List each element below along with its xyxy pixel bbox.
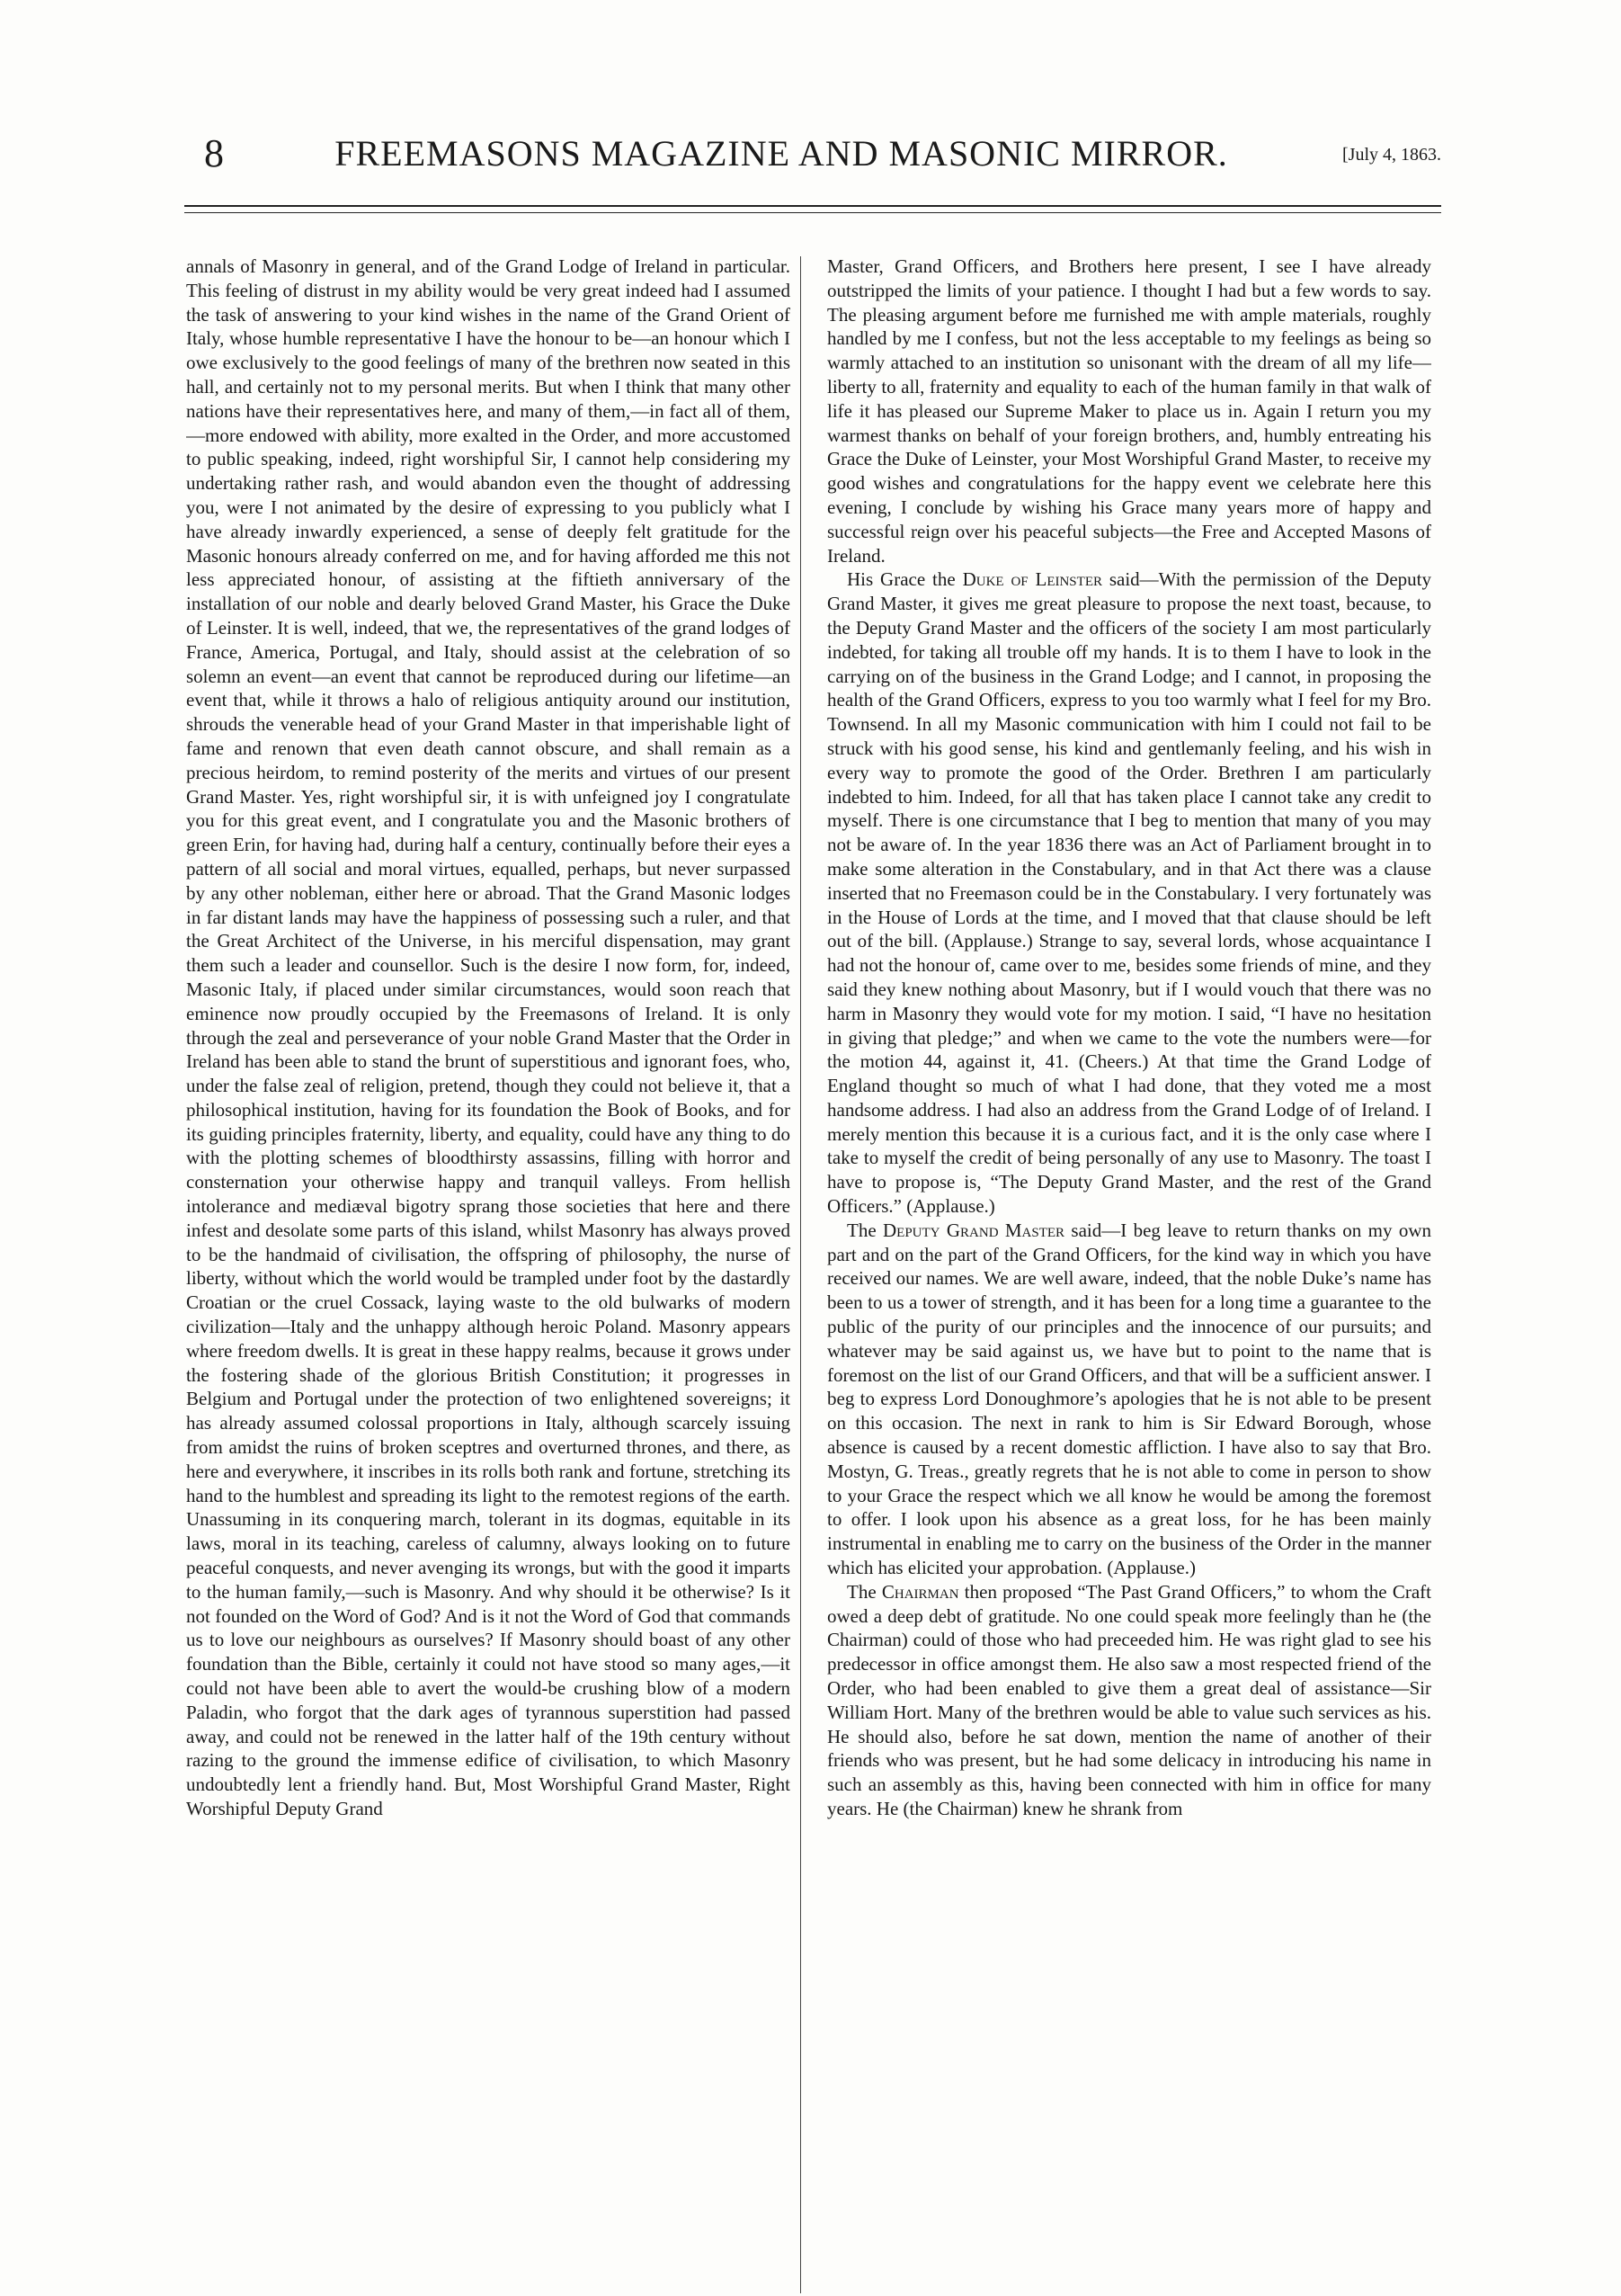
speaker-name: Duke of Leinster: [962, 568, 1102, 591]
right-paragraph-4: [827, 1580, 1431, 1821]
right-paragraph-3: [827, 1219, 1431, 1580]
left-column: [186, 255, 790, 2296]
header-rule-thick: [184, 205, 1441, 207]
left-paragraph: annals of Masonry in general, and of the Grand Lodge of Ireland in particular. This feeling of distrust in my ability would be very great indeed had I assumed the task of answering to your kind wishes in the name of the Grand Orient of Italy, whose humble representative I have the honour to be—an honour which I owe exclusively to the good feelings of many of the brethren now seated in this hall, and certainly not to my personal merits. But when I think that many other nations have their representatives here, and many of them,—in fact all of them,—more endowed with ability, more exalted in the Order, and more accustomed to public speaking, indeed, right worshipful Sir, I cannot help considering my undertaking rather rash, and would abandon even the thought of addressing you, were I not animated by the desire of expressing to you publicly what I have already inwardly experienced, a sense of deeply felt gratitude for the Masonic honours already conferred on me, and for having afforded me this not less appreciated honour, of assisting at the fiftieth anniversary of the installation of our noble and dearly beloved Grand Master, his Grace the Duke of Leinster. It is well, indeed, that we, the representatives of the grand lodges of France, America, Portugal, and Italy, should assist at the celebration of so solemn an event—an event that cannot be reproduced during our lifetime—an event that, while it throws a halo of religious antiquity around our institution, shrouds the venerable head of your Grand Master in that imperishable light of fame and renown that even death cannot obscure, and shall remain as a precious heirdom, to remind posterity of the merits and virtues of our present Grand Master. Yes, right worshipful sir, it is with unfeigned joy I congratulate you for this great event, and I congratulate you and the Masonic brothers of green Erin, for having had, during half a century, continually before their eyes a pattern of all social and moral virtues, equalled, perhaps, but never surpassed by any other nobleman, either here or abroad. That the Grand Masonic lodges in far distant lands may have the happiness of possessing such a ruler, and that the Great Architect of the Universe, in his merciful dispensation, may grant them such a leader and counsellor. Such is the desire I now form, for, indeed, Masonic Italy, if placed under similar circumstances, would soon reach that eminence now proudly occupied by the Freemasons of Ireland. It is only through the zeal and perseverance of your noble Grand Master that the Order in Ireland has been able to stand the brunt of superstitious and ignorant foes, who, under the false zeal of religion, pretend, though they could not believe it, that a philosophical institution, having for its foundation the Book of Books, and for its guiding principles fraternity, liberty, and equality, could have any thing to do with the plotting schemes of bloodthirsty assassins, filling with horror and consternation your otherwise happy and tranquil valleys. From hellish intolerance and mediæval bigotry sprang those societies that here and there infest and desolate some parts of this island, whilst Masonry has always proved to be the handmaid of civilisation, the offspring of philosophy, the nurse of liberty, without which the world would be trampled under foot by the dastardly Croatian or the cruel Cossack, laying waste to the old bulwarks of modern civilization—Italy and the unhappy although heroic Poland. Masonry appears where freedom dwells. It is great in these happy realms, because it grows under the fostering shade of the glorious British Constitution; it progresses in Belgium and Portugal under the protection of two enlightened sovereigns; it has already assumed colossal proportions in Italy, although scarcely issuing from amidst the ruins of broken sceptres and overturned thrones, and there, as here and everywhere, it inscribes in its rolls both rank and fortune, stretching its hand to the humblest and spreading its light to the remotest regions of the earth. Unassuming in its conquering march, tolerant in its dogmas, equitable in its laws, moral in its teaching, careless of calumny, always looking on to future peaceful conquests, and never avenging its wrongs, but with the good it imparts to the human family,—such is Masonry. And why should it be otherwise? Is it not founded on the Word of God? And is it not the Word of God that commands us to love our neighbours as ourselves? If Masonry should boast of any other foundation than the Bible, certainly it could not have stood so many ages,—it could not have been able to avert the would-be crushing blow of a modern Paladin, who forgot that the dark ages of tyrannous superstition had passed away, and could not be renewed in the latter half of the 19th century without razing to the ground the immense edifice of civilisation, to which Masonry undoubtedly lent a friendly hand. But, Most Worshipful Grand Master, Right Worshipful Deputy Grand: [186, 255, 790, 1819]
issue-date: [July 4, 1863.: [1342, 145, 1441, 165]
right-paragraph-1: Master, Grand Officers, and Brothers here present, I see I have already outstripped the limits of your patience. I thought I had but a few words to say. The pleasing argument before me furnished me with ample materials, roughly handled by me I confess, but not the less acceptable to my feelings as being so warmly attached to an institution so unisonant with the dream of all my life—liberty to all, fraternity and equality to each of the human family in that walk of life it has pleased our Supreme Maker to place us in. Again I return you my warmest thanks on behalf of your foreign brothers, and, humbly entreating his Grace the Duke of Leinster, your Most Worshipful Grand Master, to receive my good wishes and congratulations for the happy event we celebrate here this evening, I conclude by wishing his Grace many years more of happy and successful reign over his peaceful subjects—the Free and Accepted Masons of Ireland.: [827, 255, 1431, 567]
p2-body: said—With the permission of the Deputy Grand Master, it gives me great pleasure to propose the next toast, because, to the Deputy Grand Master and the officers of the society I am most particularly indebted, for taking all trouble off my hands. It is to them I have to look in the carrying on of the business in the Grand Lodge; and I cannot, in proposing the health of the Grand Officers, express to you too warmly what I feel for my Bro. Townsend. In all my Masonic communication with him I could not fail to be struck with his good sense, his kind and gentlemanly feeling, and his wish in every way to promote the good of the Order. Brethren I am particularly indebted to him. Indeed, for all that has taken place I cannot take any credit to myself. There is one circumstance that I beg to mention that many of you may not be aware of. In the year 1836 there was an Act of Parliament brought in to make some alteration in the Constabulary, and in that Act there was a clause inserted that no Freemason could be in the Constabulary. I very fortunately was in the House of Lords at the time, and I moved that that clause should be left out of the bill. (Applause.) Strange to say, several lords, whose acquaintance I had not the honour of, came over to me, besides some friends of mine, and they said they knew nothing about Masonry, but if I would vouch that there was no harm in Masonry they would vote for my motion. I said, “I have no hesitation in giving that pledge;” and when we came to the vote the numbers were—for the motion 44, against it, 41. (Cheers.) At that time the Grand Lodge of England thought so much of what I had done, that they voted me a most handsome address. I had also an address from the Grand Lodge of of Ireland. I merely mention this because it is a curious fact, and it is the only case where I take to myself the credit of being personally of any use to Masonry. The toast I have to propose is, “The Deputy Grand Master, and the rest of the Grand Officers.” (Applause.): [827, 568, 1431, 1218]
header-rule-thin: [184, 212, 1441, 213]
masthead-title: FREEMASONS MAGAZINE AND MASONIC MIRROR.: [334, 133, 1228, 174]
right-paragraph-2: [827, 567, 1431, 1219]
speaker-name: Chairman: [881, 1580, 959, 1603]
column-divider: [800, 256, 801, 2293]
right-column: [827, 255, 1431, 2296]
p2-lead: His Grace the: [847, 568, 963, 591]
page-number: 8: [204, 131, 224, 175]
p4-body: then proposed “The Past Grand Officers,” to whom the Craft owed a deep debt of gratitude. No one could speak more feelingly than he (the Chairman) could of those who had preceeded him. He was right glad to see his predecessor in office amongst them. He also saw a most respected friend of the Order, who had been enabled to give them a great deal of assistance—Sir William Hort. Many of the brethren would be able to value such services as his. He should also, before he sat down, mention the name of another of their friends who was present, but he had some delicacy in introducing his name in such an assembly as this, having been connected with him in office for many years. He (the Chairman) knew he shrank from: [827, 1580, 1431, 1819]
p4-lead: The: [847, 1580, 882, 1603]
page-header: [184, 126, 1441, 191]
p3-body: said—I beg leave to return thanks on my own part and on the part of the Grand Officers, for the kind way in which you have received our names. We are well aware, indeed, that the noble Duke’s name has been to us a tower of strength, and it has been for a long time a guarantee to the public of the purity of our principles and the innocence of our pursuits; and whatever may be said against us, we have but to point to the name that is foremost on the list of our Grand Officers, and that will be a sufficient answer. I beg to express Lord Donoughmore’s apologies that he is not able to be present on this occasion. The next in rank to him is Sir Edward Borough, whose absence is caused by a recent domestic affliction. I have also to say that Bro. Mostyn, G. Treas., greatly regrets that he is not able to come in person to show to your Grace the respect which we all know he would be among the foremost to offer. I look upon his absence as a great loss, for he has been mainly instrumental in enabling me to carry on the business of the Order in the manner which has elicited your approbation. (Applause.): [827, 1219, 1431, 1579]
p3-lead: The: [847, 1219, 884, 1241]
speaker-name: Deputy Grand Master: [883, 1219, 1065, 1241]
